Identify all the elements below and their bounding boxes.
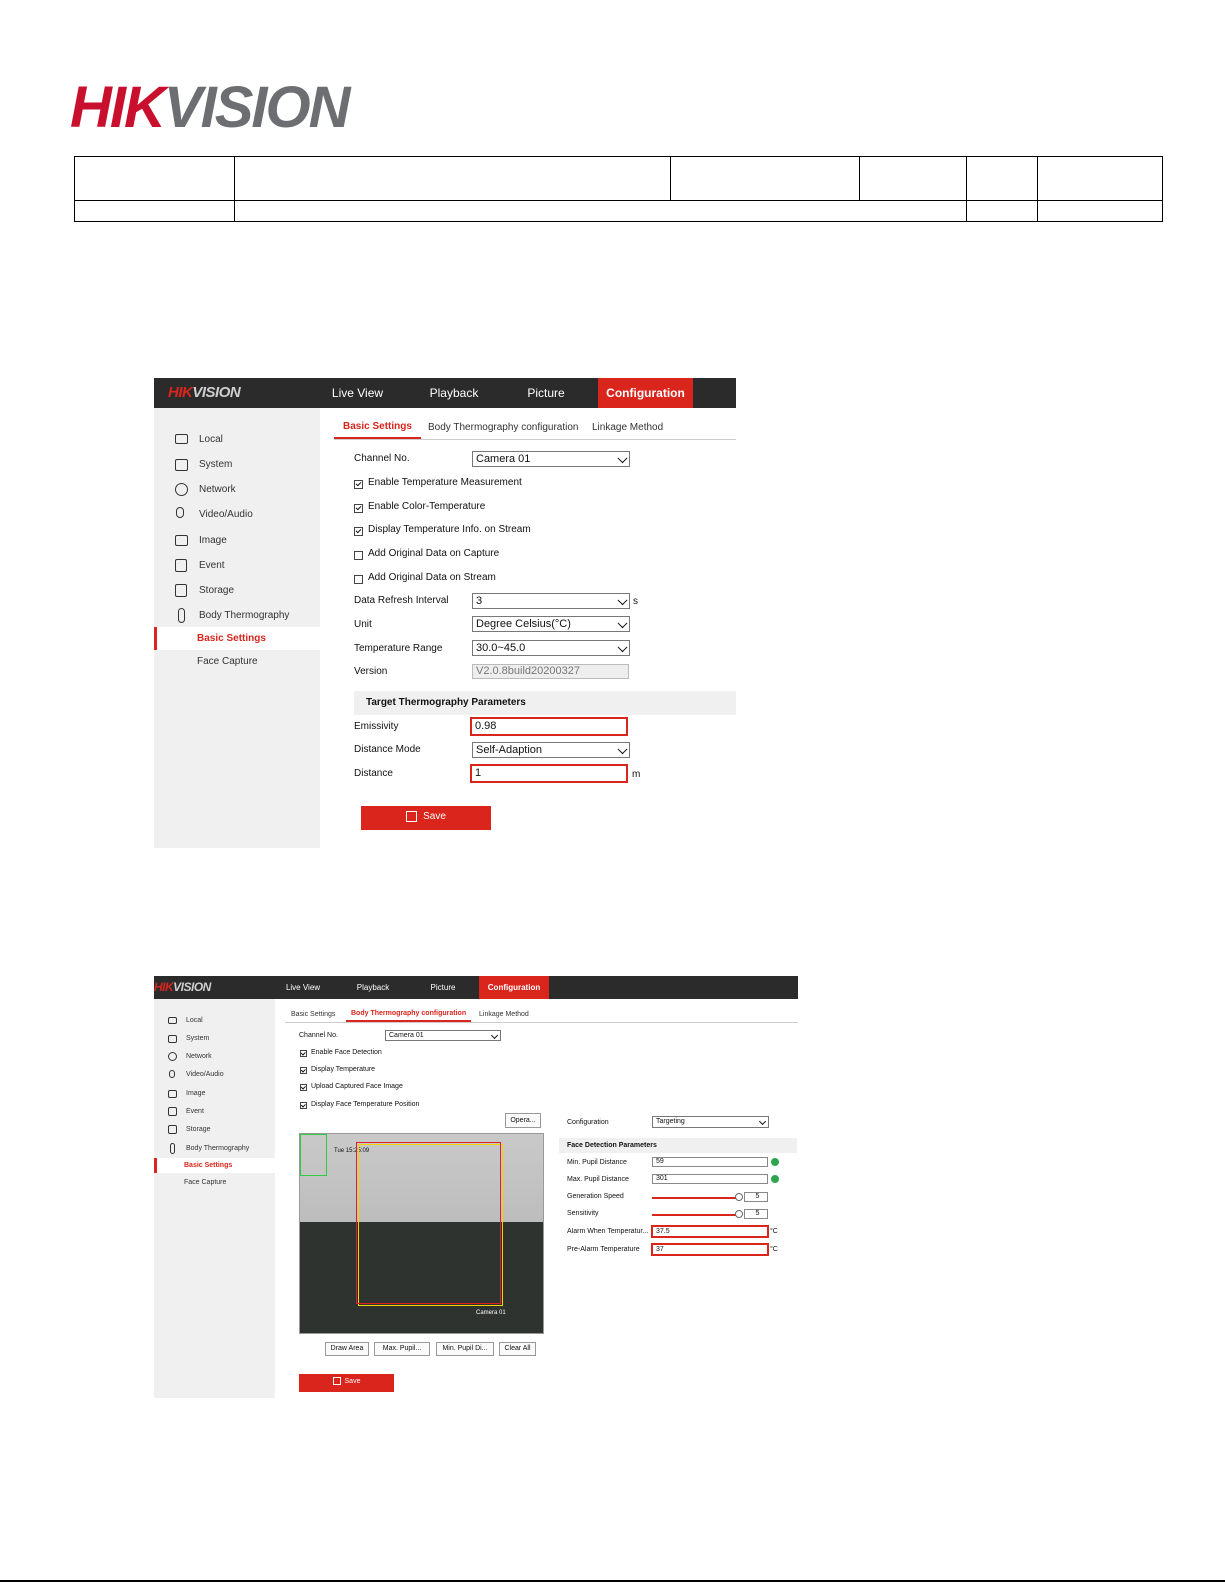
sidebar-item-storage[interactable]: Storage bbox=[154, 1123, 275, 1137]
microphone-icon bbox=[176, 507, 184, 518]
header-cell bbox=[75, 157, 235, 201]
top-nav-bar bbox=[154, 976, 798, 999]
checkbox-label: Upload Captured Face Image bbox=[311, 1083, 403, 1090]
distance-unit: m bbox=[632, 769, 641, 780]
configuration-select[interactable]: Targeting bbox=[652, 1116, 769, 1128]
sidebar-item-face-capture[interactable]: Face Capture bbox=[197, 656, 258, 667]
max-pupil-distance-label: Max. Pupil Distance bbox=[567, 1176, 629, 1183]
thermometer-icon bbox=[178, 608, 185, 623]
refresh-interval-select[interactable]: 3 bbox=[472, 593, 630, 609]
logo-hik-text: HIK bbox=[70, 75, 164, 140]
sensitivity-value[interactable]: 5 bbox=[744, 1209, 768, 1219]
unit-label: Unit bbox=[354, 619, 372, 630]
logo-vision-text: VISION bbox=[163, 75, 349, 140]
nav-live-view[interactable]: Live View bbox=[331, 386, 384, 400]
valid-check-icon bbox=[771, 1175, 779, 1183]
prealarm-temperature-unit: °C bbox=[770, 1246, 778, 1253]
sidebar-item-body-thermography[interactable]: Body Thermography bbox=[154, 1142, 275, 1156]
screenshot-body-thermography-configuration bbox=[154, 976, 798, 1398]
monitor-icon bbox=[175, 434, 188, 444]
sidebar-item-system[interactable]: System bbox=[154, 455, 320, 475]
slider-handle[interactable] bbox=[735, 1193, 743, 1201]
prealarm-temperature-label: Pre-Alarm Temperature bbox=[567, 1246, 640, 1253]
alarm-temperature-unit: °C bbox=[770, 1228, 778, 1235]
sidebar-item-event[interactable]: Event bbox=[154, 1105, 275, 1119]
max-pupil-button[interactable]: Max. Pupil... bbox=[374, 1342, 430, 1356]
sidebar-item-video-audio[interactable]: Video/Audio bbox=[154, 505, 320, 525]
calendar-icon bbox=[175, 559, 187, 572]
distance-input[interactable]: 1 bbox=[470, 764, 628, 783]
sidebar-item-network[interactable]: Network bbox=[154, 480, 320, 500]
image-icon bbox=[175, 535, 188, 546]
emissivity-input[interactable]: 0.98 bbox=[470, 717, 628, 736]
channel-label: Channel No. bbox=[299, 1032, 338, 1039]
globe-icon bbox=[175, 483, 188, 496]
sensitivity-slider[interactable] bbox=[652, 1214, 738, 1216]
document-header-table bbox=[74, 156, 1163, 222]
emissivity-label: Emissivity bbox=[354, 721, 399, 732]
chevron-down-icon bbox=[759, 1118, 766, 1125]
tab-linkage-method[interactable]: Linkage Method bbox=[479, 1011, 529, 1018]
sidebar-item-basic-settings[interactable]: Basic Settings bbox=[154, 1158, 275, 1173]
video-camera-label: Camera 01 bbox=[476, 1310, 506, 1316]
min-pupil-button[interactable]: Min. Pupil Di... bbox=[436, 1342, 494, 1356]
temperature-range-select[interactable]: 30.0~45.0 bbox=[472, 640, 630, 656]
save-disk-icon bbox=[406, 811, 417, 822]
checkbox-label: Enable Face Detection bbox=[311, 1049, 382, 1056]
tab-bar bbox=[334, 416, 736, 440]
header-cell bbox=[235, 201, 967, 222]
nav-configuration[interactable]: Configuration bbox=[479, 976, 549, 999]
nav-configuration[interactable]: Configuration bbox=[598, 378, 693, 408]
sidebar-item-image[interactable]: Image bbox=[154, 531, 320, 551]
detection-area-green bbox=[300, 1134, 327, 1176]
chevron-down-icon bbox=[618, 595, 628, 605]
save-disk-icon bbox=[333, 1377, 341, 1385]
checkbox-enable-color-temperature[interactable] bbox=[354, 504, 363, 513]
checkbox-label: Display Temperature Info. on Stream bbox=[368, 524, 531, 535]
version-label: Version bbox=[354, 666, 388, 677]
top-nav-bar bbox=[154, 378, 736, 408]
sidebar-item-storage[interactable]: Storage bbox=[154, 581, 320, 601]
brand-logo: HIKVISION bbox=[168, 384, 241, 401]
header-cell bbox=[235, 157, 671, 201]
calendar-icon bbox=[168, 1107, 177, 1116]
min-pupil-distance-input[interactable]: 59 bbox=[652, 1157, 768, 1167]
sidebar-item-video-audio[interactable]: Video/Audio bbox=[154, 1068, 275, 1082]
channel-select[interactable]: Camera 01 bbox=[385, 1030, 501, 1041]
checkbox-label: Display Temperature bbox=[311, 1066, 376, 1073]
chevron-down-icon bbox=[491, 1031, 498, 1038]
refresh-interval-label: Data Refresh Interval bbox=[354, 595, 449, 606]
min-pupil-distance-label: Min. Pupil Distance bbox=[567, 1159, 627, 1166]
header-cell bbox=[860, 157, 967, 201]
valid-check-icon bbox=[771, 1158, 779, 1166]
checkbox-label: Enable Color-Temperature bbox=[368, 501, 486, 512]
version-field: V2.0.8build20200327 bbox=[472, 664, 629, 679]
sidebar-item-local[interactable]: Local bbox=[154, 1014, 275, 1028]
sidebar bbox=[154, 999, 275, 1398]
slider-handle[interactable] bbox=[735, 1210, 743, 1218]
draw-area-button[interactable]: Draw Area bbox=[325, 1342, 369, 1356]
chevron-down-icon bbox=[618, 453, 628, 463]
tab-linkage-method[interactable]: Linkage Method bbox=[592, 422, 664, 433]
generation-speed-slider[interactable] bbox=[652, 1197, 738, 1199]
prealarm-temperature-input[interactable]: 37 bbox=[651, 1243, 769, 1256]
globe-icon bbox=[168, 1052, 177, 1061]
video-overlay-timestamp: Tue 15:25:09 bbox=[334, 1148, 370, 1154]
tab-bar bbox=[285, 1007, 798, 1023]
checkbox-label: Display Face Temperature Position bbox=[311, 1101, 420, 1108]
sidebar bbox=[154, 408, 320, 848]
distance-mode-select[interactable]: Self-Adaption bbox=[472, 742, 630, 758]
generation-speed-value[interactable]: 5 bbox=[744, 1192, 768, 1202]
header-cell bbox=[671, 157, 860, 201]
clear-all-button[interactable]: Clear All bbox=[499, 1342, 536, 1356]
nav-live-view[interactable]: Live View bbox=[285, 983, 321, 992]
section-face-detection-parameters: Face Detection Parameters bbox=[559, 1138, 797, 1153]
window-icon bbox=[168, 1035, 177, 1043]
save-button[interactable]: Save bbox=[299, 1374, 394, 1392]
header-cell bbox=[967, 157, 1038, 201]
configuration-label: Configuration bbox=[567, 1119, 609, 1126]
channel-select[interactable]: Camera 01 bbox=[472, 451, 630, 467]
nav-picture[interactable]: Picture bbox=[527, 386, 565, 400]
monitor-icon bbox=[168, 1017, 177, 1024]
checkbox-label: Add Original Data on Capture bbox=[368, 548, 500, 559]
section-target-thermography-parameters: Target Thermography Parameters bbox=[354, 691, 736, 715]
page-bottom-rule bbox=[0, 1580, 1225, 1582]
checkbox-add-original-data-capture[interactable] bbox=[354, 551, 363, 560]
tab-body-thermography-configuration[interactable]: Body Thermography configuration bbox=[346, 1007, 471, 1022]
tab-body-thermography-configuration[interactable]: Body Thermography configuration bbox=[428, 422, 579, 433]
sidebar-item-event[interactable]: Event bbox=[154, 556, 320, 576]
operation-button[interactable]: Opera... bbox=[505, 1113, 541, 1128]
header-cell bbox=[1038, 201, 1163, 222]
nav-picture[interactable]: Picture bbox=[430, 983, 456, 992]
checkbox-display-temperature[interactable] bbox=[300, 1067, 307, 1074]
header-cell bbox=[967, 201, 1038, 222]
distance-label: Distance bbox=[354, 768, 393, 779]
max-pupil-distance-input[interactable]: 301 bbox=[652, 1174, 768, 1184]
sidebar-item-body-thermography[interactable]: Body Thermography bbox=[154, 606, 320, 626]
microphone-icon bbox=[169, 1070, 175, 1078]
sidebar-item-local[interactable]: Local bbox=[154, 430, 320, 450]
nav-playback[interactable]: Playback bbox=[429, 386, 479, 400]
sidebar-item-basic-settings[interactable]: Basic Settings bbox=[154, 627, 320, 650]
brand-logo: HIKVISION bbox=[154, 980, 211, 994]
channel-label: Channel No. bbox=[354, 453, 410, 464]
alarm-temperature-input[interactable]: 37.5 bbox=[651, 1225, 769, 1238]
checkbox-add-original-data-stream[interactable] bbox=[354, 575, 363, 584]
sidebar-item-face-capture[interactable]: Face Capture bbox=[184, 1179, 227, 1186]
checkbox-enable-face-detection[interactable] bbox=[300, 1050, 307, 1057]
tab-basic-settings[interactable]: Basic Settings bbox=[334, 416, 421, 439]
thermometer-icon bbox=[170, 1143, 175, 1154]
header-cell bbox=[75, 201, 235, 222]
nav-playback[interactable]: Playback bbox=[356, 983, 390, 992]
checkbox-upload-captured-face-image[interactable] bbox=[300, 1084, 307, 1091]
hikvision-logo bbox=[70, 75, 349, 140]
chevron-down-icon bbox=[618, 618, 628, 628]
screenshot-basic-settings bbox=[154, 378, 736, 848]
checkbox-enable-temperature-measurement[interactable] bbox=[354, 480, 363, 489]
detection-area-red bbox=[356, 1142, 501, 1304]
header-cell bbox=[1038, 157, 1163, 201]
alarm-temperature-label: Alarm When Temperatur... bbox=[567, 1228, 649, 1235]
distance-mode-label: Distance Mode bbox=[354, 744, 421, 755]
window-icon bbox=[175, 459, 188, 471]
sidebar-item-system[interactable]: System bbox=[154, 1032, 275, 1046]
checkbox-label: Add Original Data on Stream bbox=[368, 572, 496, 583]
sidebar-item-network[interactable]: Network bbox=[154, 1050, 275, 1064]
save-button[interactable]: Save bbox=[361, 806, 491, 830]
sidebar-item-image[interactable]: Image bbox=[154, 1087, 275, 1101]
chevron-down-icon bbox=[618, 642, 628, 652]
tab-basic-settings[interactable]: Basic Settings bbox=[291, 1011, 336, 1018]
sensitivity-label: Sensitivity bbox=[567, 1210, 599, 1217]
checkbox-display-temperature-info[interactable] bbox=[354, 527, 363, 536]
temperature-range-label: Temperature Range bbox=[354, 643, 443, 654]
live-video-preview[interactable] bbox=[299, 1133, 544, 1334]
save-disk-icon bbox=[175, 584, 187, 597]
checkbox-display-face-temperature-position[interactable] bbox=[300, 1102, 307, 1109]
generation-speed-label: Generation Speed bbox=[567, 1193, 624, 1200]
unit-select[interactable]: Degree Celsius(°C) bbox=[472, 616, 630, 632]
image-icon bbox=[168, 1090, 177, 1098]
checkbox-label: Enable Temperature Measurement bbox=[368, 477, 522, 488]
refresh-unit: s bbox=[633, 596, 638, 607]
chevron-down-icon bbox=[618, 744, 628, 754]
save-disk-icon bbox=[168, 1125, 177, 1134]
